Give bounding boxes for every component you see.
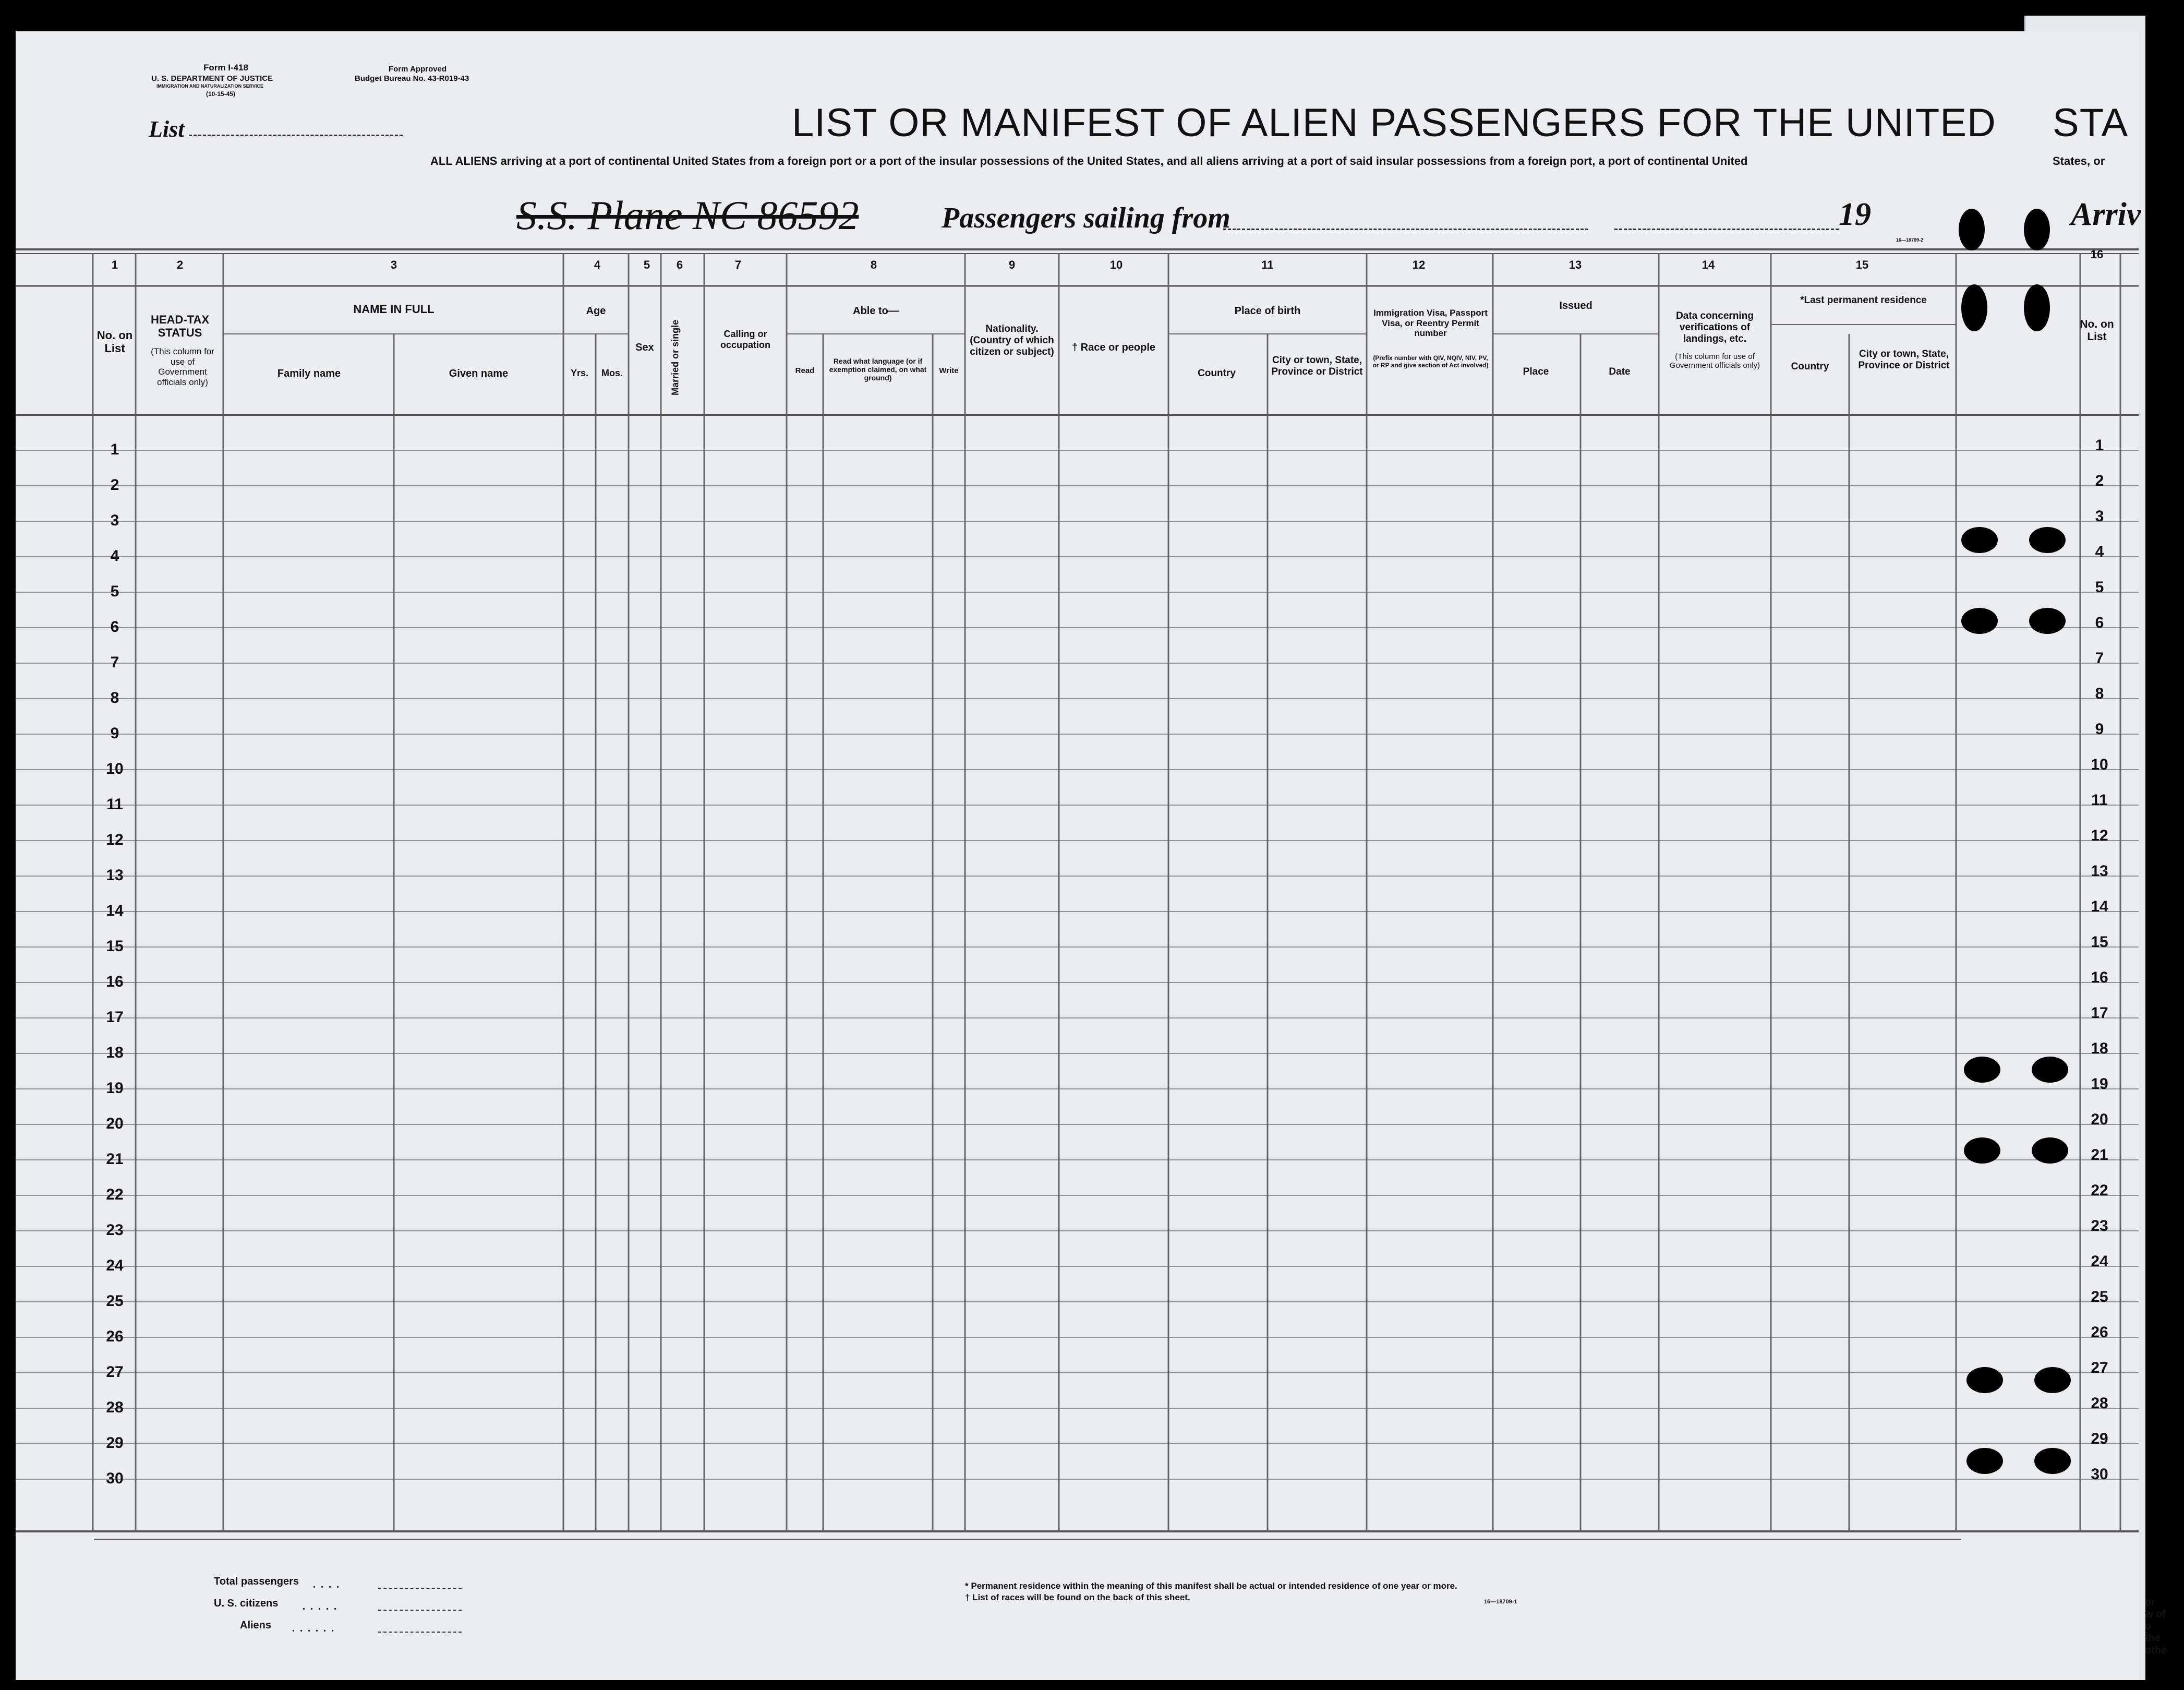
row-number: 22 (106, 1186, 124, 1203)
form-code-bottom: 16—18709-1 (1484, 1599, 1517, 1605)
row-number-right: 22 (2091, 1182, 2108, 1199)
issued-header: Issued (1559, 300, 1592, 311)
row-number: 4 (110, 547, 119, 565)
row-number-right: 18 (2091, 1040, 2108, 1057)
punch-hole (2029, 527, 2066, 553)
row-number: 26 (106, 1328, 124, 1345)
row-number: 27 (106, 1363, 124, 1381)
col-num-14: 14 (1702, 258, 1715, 271)
row-number-right: 17 (2091, 1004, 2108, 1022)
year-prefix: 19 (1839, 197, 1871, 232)
footnote-permanent-residence: * Permanent residence within the meaning of this manifest shall be actual or intended residence of one year or more. (965, 1581, 1457, 1591)
row-number: 18 (106, 1044, 124, 1061)
subtitle: ALL ALIENS arriving at a port of continental United States from a foreign port or a port of the insular possessions of the United States, and all aliens arriving at a port of said insular possessions from a foreign port, a port of continental United (430, 154, 1748, 167)
budget-bureau: Budget Bureau No. 43-R019-43 (355, 74, 469, 83)
residence-country-header: Country (1791, 361, 1829, 372)
col-num-3: 3 (390, 258, 397, 271)
row-number: 21 (106, 1150, 124, 1168)
aliens-field[interactable] (378, 1632, 462, 1633)
row-number: 19 (106, 1080, 124, 1097)
row-number: 5 (110, 583, 119, 600)
col-num-2: 2 (176, 258, 184, 271)
col-num-16: 16 (2090, 248, 2104, 261)
row-number-right: 19 (2091, 1075, 2108, 1093)
family-name-header: Family name (277, 368, 341, 379)
row-number-right: 25 (2091, 1288, 2108, 1305)
row-number-right: 1 (2095, 437, 2104, 454)
row-number-right: 9 (2095, 721, 2104, 738)
nationality-header: Nationality. (Country of which citizen or subject) (970, 323, 1054, 357)
page-title: LIST OR MANIFEST OF ALIEN PASSENGERS FOR THE UNITED (792, 101, 1996, 145)
age-header: Age (586, 305, 606, 317)
birth-city-header: City or town, State, Province or District (1271, 355, 1363, 377)
punch-hole (2034, 1367, 2071, 1393)
punch-hole (1961, 608, 1998, 634)
punch-hole (2034, 1448, 2071, 1474)
row-number-right: 21 (2091, 1146, 2108, 1164)
subtitle-continued: States, or (2053, 154, 2105, 167)
visa-note: (Prefix number with QIV, NQIV, NIV, PV, or RP and give section of Act involved) (1372, 354, 1489, 369)
last-residence-header: *Last permanent residence (1800, 295, 1927, 306)
row-number: 29 (106, 1434, 124, 1452)
punch-hole (1964, 1057, 2000, 1083)
punch-hole (1966, 1367, 2003, 1393)
row-number-right: 6 (2095, 614, 2104, 631)
service: IMMIGRATION AND NATURALIZATION SERVICE (156, 83, 263, 89)
name-in-full-header: NAME IN FULL (353, 303, 435, 316)
row-number-right: 29 (2091, 1430, 2108, 1447)
row-number: 17 (106, 1009, 124, 1026)
row-number: 13 (106, 867, 124, 884)
able-to-header: Able to— (853, 305, 899, 317)
mos-header: Mos. (601, 368, 623, 378)
visa-header: Immigration Visa, Passport Visa, or Reentry Permit number (1373, 308, 1488, 339)
punch-hole (2029, 608, 2066, 634)
punch-hole (1959, 209, 1985, 250)
row-number: 10 (106, 760, 124, 777)
col-num-6: 6 (676, 258, 683, 271)
punch-hole (2024, 284, 2050, 331)
head-tax-header: HEAD-TAX STATUS (150, 313, 210, 340)
residence-city-header: City or town, State, Province or District (1858, 349, 1950, 371)
list-label: List (149, 116, 185, 142)
data-concerning-header: Data concerning verifications of landings, etc. (1676, 310, 1754, 344)
row-number-right: 27 (2091, 1359, 2108, 1376)
row-number-right: 2 (2095, 472, 2104, 489)
no-on-list-header-right: No. on List (2080, 318, 2114, 343)
page-title-continued: STA (2053, 101, 2129, 145)
form-approved: Form Approved (389, 65, 447, 74)
leader-dots: ...... (292, 1623, 339, 1634)
row-number-right: 10 (2091, 756, 2108, 773)
row-number: 25 (106, 1292, 124, 1310)
sailing-label: Passengers sailing from (942, 202, 1230, 234)
row-number-right: 13 (2091, 862, 2108, 880)
row-number: 7 (110, 654, 119, 671)
issued-date-header: Date (1609, 366, 1631, 377)
col-num-11: 11 (1261, 258, 1274, 271)
row-number: 3 (110, 512, 119, 529)
issued-place-header: Place (1523, 366, 1549, 377)
birth-country-header: Country (1198, 368, 1236, 379)
head-tax-note: (This column for use of Government officials only) (151, 346, 214, 387)
col-num-9: 9 (1008, 258, 1016, 271)
row-number: 12 (106, 831, 124, 848)
row-number-right: 16 (2091, 969, 2108, 986)
row-number: 15 (106, 938, 124, 955)
punch-hole (1961, 284, 1987, 331)
col-num-7: 7 (734, 258, 742, 271)
punch-hole (2024, 209, 2050, 250)
total-passengers-label: Total passengers (214, 1576, 299, 1587)
married-single-header: Married or single (670, 319, 681, 395)
row-number: 23 (106, 1221, 124, 1239)
row-number-right: 14 (2091, 898, 2108, 915)
row-number-right: 4 (2095, 543, 2104, 560)
row-number: 16 (106, 973, 124, 990)
punch-hole (1961, 527, 1998, 553)
punch-hole (2032, 1057, 2068, 1083)
footnote-races: † List of races will be found on the back of this sheet. (965, 1592, 1190, 1602)
col-num-13: 13 (1568, 258, 1582, 271)
leader-dots: .... (313, 1579, 344, 1590)
row-number-right: 12 (2091, 827, 2108, 844)
race-header: † Race or people (1071, 342, 1156, 353)
place-of-birth-header: Place of birth (1234, 305, 1301, 317)
row-number: 20 (106, 1115, 124, 1132)
right-margin-text: or w of o the othe (2145, 1597, 2167, 1656)
row-number-right: 11 (2091, 792, 2108, 809)
row-number-right: 28 (2091, 1395, 2108, 1412)
total-passengers-field[interactable] (378, 1588, 462, 1589)
sex-header: Sex (635, 342, 654, 353)
col-num-8: 8 (870, 258, 877, 271)
col-num-15: 15 (1855, 258, 1869, 271)
row-number-right: 20 (2091, 1111, 2108, 1128)
given-name-header: Given name (449, 368, 509, 379)
no-on-list-header: No. on List (96, 329, 133, 355)
department: U. S. DEPARTMENT OF JUSTICE (151, 74, 273, 83)
row-number: 8 (110, 689, 119, 706)
aliens-label: Aliens (240, 1620, 272, 1631)
date-code: (10-15-45) (206, 90, 236, 98)
vessel-handwritten: S.S. Plane NC 86592 (516, 193, 859, 238)
row-number: 6 (110, 618, 119, 636)
arriving-continued: Arriv (2071, 197, 2141, 232)
row-number-right: 3 (2095, 508, 2104, 525)
row-number: 30 (106, 1470, 124, 1487)
row-number-right: 23 (2091, 1217, 2108, 1234)
form-number: Form I-418 (203, 63, 248, 73)
yrs-header: Yrs. (570, 368, 589, 378)
row-number: 9 (110, 725, 119, 742)
row-number: 28 (106, 1399, 124, 1416)
row-number-right: 7 (2095, 650, 2104, 667)
row-number-right: 24 (2091, 1253, 2108, 1270)
col-num-5: 5 (643, 258, 650, 271)
form-code-top: 16—18709-2 (1896, 237, 1924, 243)
row-number: 2 (110, 476, 119, 494)
punch-hole (1964, 1137, 2000, 1164)
col-num-12: 12 (1412, 258, 1426, 271)
row-number: 11 (106, 796, 123, 813)
col-num-10: 10 (1109, 258, 1123, 271)
read-header: Read (795, 366, 815, 375)
calling-header: Calling or occupation (720, 329, 770, 350)
us-citizens-label: U. S. citizens (214, 1598, 279, 1609)
row-number: 24 (106, 1257, 124, 1274)
row-number: 1 (110, 441, 119, 458)
leader-dots: ..... (303, 1601, 342, 1612)
punch-hole (2032, 1137, 2068, 1164)
read-what-header: Read what language (or if exemption claimed, on what ground) (829, 357, 927, 382)
us-citizens-field[interactable] (378, 1610, 462, 1611)
row-number-right: 8 (2095, 685, 2104, 702)
row-number-right: 30 (2091, 1466, 2108, 1483)
punch-hole (1966, 1448, 2003, 1474)
write-header: Write (939, 366, 959, 375)
col-num-4: 4 (594, 258, 601, 271)
row-number-right: 15 (2091, 933, 2108, 951)
col-num-1: 1 (111, 258, 118, 271)
row-number-right: 26 (2091, 1324, 2108, 1341)
row-number: 14 (106, 902, 124, 919)
row-number-right: 5 (2095, 579, 2104, 596)
data-concerning-note: (This column for use of Government officials only) (1669, 352, 1760, 370)
